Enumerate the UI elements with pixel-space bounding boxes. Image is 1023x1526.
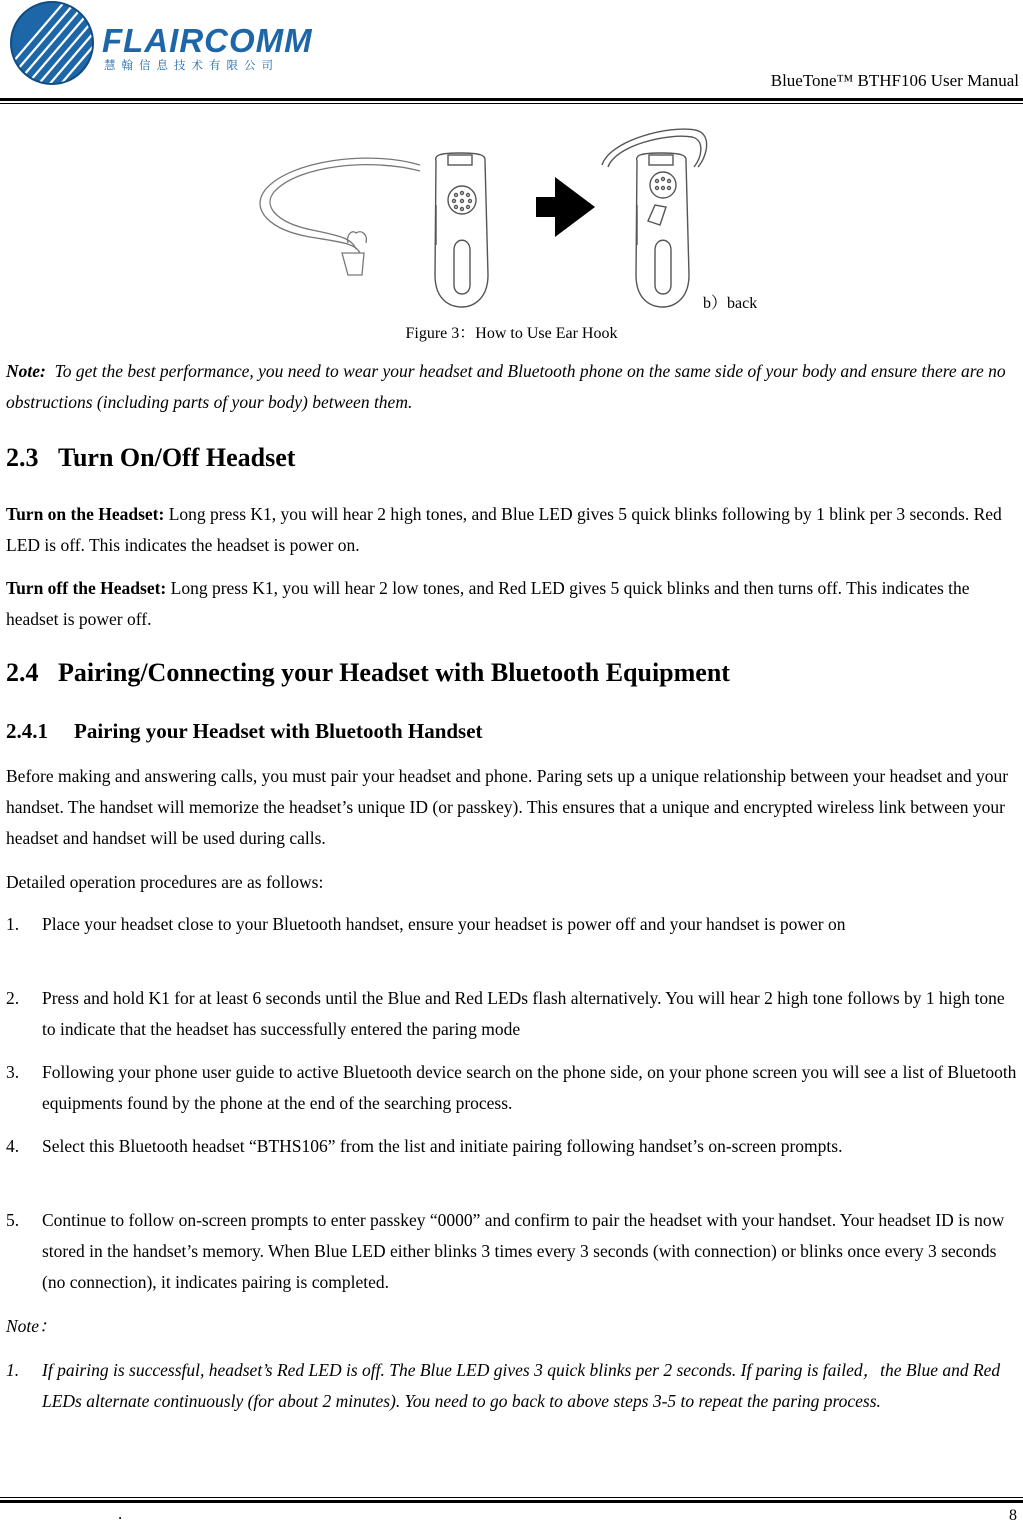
- note-best-performance: [6, 356, 1021, 418]
- paragraph-turn-on: [6, 499, 1021, 561]
- figure-caption: Figure 3：How to Use Ear Hook: [405, 325, 618, 342]
- headset-front-illustration: [435, 153, 488, 307]
- section-number: 2.4: [6, 658, 39, 687]
- turn-on-text: Long press K1, you will hear 2 high tones, and Blue LED gives 5 quick blinks following by 1 blink per 3 seconds. Red LED is off. This indicates the headset is power on.: [6, 504, 1002, 555]
- turn-on-label: Turn on the Headset:: [6, 504, 165, 524]
- footer-rule-thin: [0, 1497, 1023, 1498]
- section-heading-2-4: [6, 658, 730, 688]
- turn-off-label: Turn off the Headset:: [6, 578, 167, 598]
- headset-with-hook-illustration: [602, 129, 707, 307]
- section-number: 2.3: [6, 443, 39, 472]
- section-heading-2-4-1: [6, 719, 483, 744]
- flaircomm-logo: [6, 0, 316, 86]
- list-item: 1. If pairing is successful, headset’s Red LED is off. The Blue LED gives 3 quick blinks per 2 seconds. If paring is failed，the Blue and Red LEDs alternate continuously (for about 2 minutes). You need to go back to above steps 3-5 to repeat the paring process.: [6, 1360, 1001, 1411]
- list-item: 5. Continue to follow on-screen prompts to enter passkey “0000” and confirm to pair the headset with your handset. Your headset ID is now stored in the handset’s memory. When Blue LED either blinks 3 times every 3 seconds (with connection) or blinks once every 3 seconds (no connection), it indicates pairing is completed.: [6, 1210, 1005, 1292]
- logo-globe-icon: [6, 0, 98, 86]
- note-label: Note:: [6, 361, 46, 381]
- figure-label-back: b）back: [703, 295, 758, 312]
- paragraph-pairing-intro: Before making and answering calls, you must pair your headset and phone. Paring sets up a unique relationship between your headset and your handset. The handset will memorize the headset’s unique ID (or passkey). This ensures that a unique and encrypted wireless link between your headset and handset will be used during calls.: [6, 766, 1009, 848]
- list-item: 2. Press and hold K1 for at least 6 seconds until the Blue and Red LEDs flash alternatively. You will hear 2 high tone follows by 1 high tone to indicate that the headset has successfully entered the paring mode: [6, 988, 1005, 1039]
- list-item: 3. Following your phone user guide to active Bluetooth device search on the phone side, on your phone screen you will see a list of Bluetooth equipments found by the phone at the end of the searching process.: [6, 1062, 1017, 1113]
- note-label-2: Note：: [6, 1316, 57, 1336]
- header-rule-thick: [0, 98, 1023, 101]
- right-arrow-icon: [536, 177, 595, 237]
- header-title: BlueTone™ BTHF106 User Manual: [770, 71, 1019, 90]
- ear-hook-illustration: [260, 158, 420, 275]
- turn-off-text: Long press K1, you will hear 2 low tones, and Red LED gives 5 quick blinks and then turns off. This indicates the headset is power off.: [6, 578, 970, 629]
- page-number: 8: [1009, 1507, 1017, 1524]
- logo-subtext: 慧翰信息技术有限公司: [104, 58, 279, 72]
- section-number: 2.4.1: [6, 719, 48, 743]
- ear-hook-figure: [250, 125, 780, 310]
- paragraph-turn-off: [6, 573, 1021, 635]
- footer-rule-thick: [0, 1500, 1023, 1503]
- list-item: 1. Place your headset close to your Bluetooth handset, ensure your headset is power off and your handset is power on: [6, 914, 846, 934]
- footer-mark: .: [118, 1504, 123, 1523]
- note-text: To get the best performance, you need to wear your headset and Bluetooth phone on the same side of your body and ensure there are no obstructions (including parts of your body) between them.: [6, 361, 1006, 412]
- list-item: 4. Select this Bluetooth headset “BTHS106” from the list and initiate pairing following handset’s on-screen prompts.: [6, 1136, 843, 1156]
- header-rule-thin: [0, 103, 1023, 104]
- logo-wordmark: FLAIRCOMM: [102, 22, 313, 59]
- section-title: Pairing your Headset with Bluetooth Handset: [74, 719, 483, 743]
- section-title: Turn On/Off Headset: [58, 443, 296, 472]
- paragraph-procedures-intro: Detailed operation procedures are as follows:: [6, 872, 324, 892]
- section-title: Pairing/Connecting your Headset with Bluetooth Equipment: [58, 658, 730, 687]
- section-heading-2-3: [6, 443, 295, 473]
